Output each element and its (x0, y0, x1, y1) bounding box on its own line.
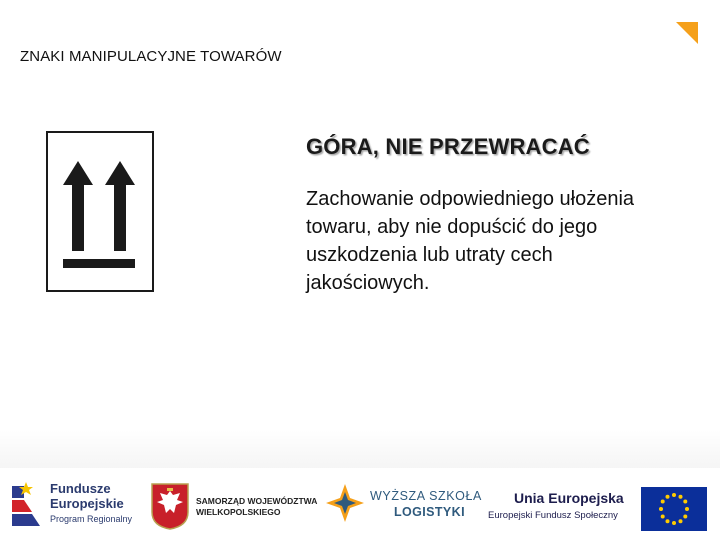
eu-logo-title: Unia Europejska (514, 490, 624, 506)
fe-logo-line2: Europejskie (50, 496, 124, 511)
wlkp-logo-line1: SAMORZĄD WOJEWÓDZTWA (196, 496, 318, 506)
this-way-up-arrows-icon (48, 133, 151, 289)
fe-logo-subtitle: Program Regionalny (50, 514, 133, 524)
wielkopolska-eagle-shield-icon (150, 482, 190, 530)
content-panel (306, 134, 686, 297)
eu-flag-icon (641, 487, 707, 531)
fe-logo-line1: Fundusze (50, 481, 111, 496)
footer-logos-bar (0, 468, 720, 540)
slide-header: ZNAKI MANIPULACYJNE TOWARÓW (20, 48, 282, 65)
wlkp-logo-line2: WIELKOPOLSKIEGO (196, 507, 281, 517)
fundusze-europejskie-logo (10, 468, 150, 540)
footer-fade (0, 430, 720, 470)
content-title: GÓRA, NIE PRZEWRACAĆ (306, 134, 590, 159)
wielkopolska-region-logo (148, 468, 323, 540)
wsl-logo-line2: LOGISTYKI (394, 505, 465, 519)
handling-sign (46, 131, 154, 292)
corner-accent-triangle (676, 22, 698, 44)
fundusze-europejskie-mark-icon (10, 478, 42, 528)
unia-europejska-label (488, 468, 628, 540)
content-description: Zachowanie odpowiedniego ułożenia towaru, aby nie dopuścić do jego uszkodzenia lub utraty cech jakościowych. (306, 188, 635, 294)
wyzsza-szkola-logistyki-logo (326, 468, 486, 540)
wsl-star-mark-icon (326, 484, 364, 522)
wsl-logo-line1: WYŻSZA SZKOŁA (370, 489, 482, 503)
eu-logo-subtitle: Europejski Fundusz Społeczny (488, 510, 618, 521)
fe-logo-text (50, 481, 124, 511)
wlkp-logo-text (196, 496, 317, 518)
